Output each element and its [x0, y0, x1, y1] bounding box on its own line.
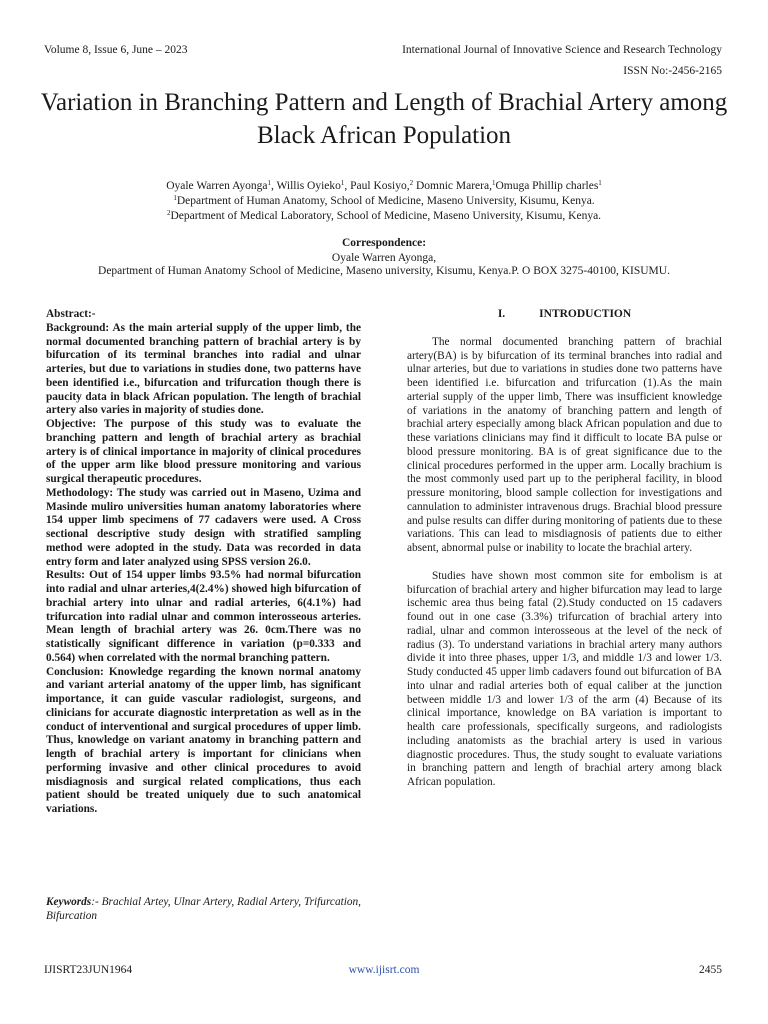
affiliation-1	[30, 195, 738, 207]
abstract-background: Background: As the main arterial supply of the upper limb, the normal documented branching pattern of brachial artery is by bifurcation of its terminal branches into radial and ulnar arteries, but due to variations in studies done, two patterns have been identified i.e., bifurcation and trifurcation though there is paucity data in black African population. The length of brachial artery also varies in majority of studies done.	[46, 321, 361, 417]
affiliation-mark: 2	[166, 209, 171, 217]
correspondence-name: Oyale Warren Ayonga,	[331, 252, 437, 264]
abstract-conclusion: Conclusion: Knowledge regarding the known normal anatomy and variant arterial anatomy of the upper limb, has significant importance, it can guide vascular radiologist, surgeons, and clinicians for accurate diagnostic interpretation as well as in the conduct of interventional and surgical procedures of upper limb. Thus, knowledge on variant anatomy in branching pattern and length of brachial artery is important for clinicians when performing invasive and other clinical procedures to avoid misdiagnosis and surgical related complications, thus each patient should be treated uniquely due to such anatomical variations.	[46, 665, 361, 815]
author: Willis Oyieko	[276, 180, 341, 192]
abstract-objective: Objective: The purpose of this study was to evaluate the branching pattern and length of brachial artery as brachial artery is of clinical importance in majority of clinical procedures of the upper arm like blood pressure monitoring and various surgical therapeutic procedures.	[46, 418, 361, 485]
author: Domnic Marera,	[415, 180, 492, 192]
author-affiliation-mark: 1	[267, 179, 271, 187]
correspondence-heading: Correspondence:	[341, 237, 427, 249]
author-separator: ,	[344, 180, 351, 192]
page-number: 2455	[699, 964, 722, 976]
journal-url-link[interactable]: www.ijisrt.com	[348, 964, 420, 976]
section-number: I.	[497, 308, 506, 320]
abstract-heading: Abstract:-	[46, 308, 96, 320]
affiliation-mark: 1	[173, 194, 177, 202]
journal-volume: Volume 8, Issue 6, June – 2023	[44, 44, 188, 56]
author-affiliation-mark: 1	[598, 179, 602, 187]
affiliation-2	[30, 210, 738, 222]
author-affiliation-mark: 1	[340, 179, 345, 187]
keywords	[46, 896, 361, 923]
intro-paragraph-2: Studies have shown most common site for embolism is at bifurcation of brachial artery and higher bifurcation may lead to large ischemic area thus being fatal (2).Study conducted on 15 cadavers found out in one case (3.3%) trifurcation of brachial artery into radial, ulnar and common interosseous at the level of the neck of radius (3). To understand variations in brachial artery many authors divide it into three phases, upper 1/3, and middle 1/3 and lower 1/3. Study conducted 45 upper limb cadavers found out bifurcation of BA into ulnar and radial arteries both of equal caliber at the junction between middle 1/3 and lower 1/3 of the arm (4) Because of its clinical importance, knowledge on BA variation is important to health care professionals, specifically surgeons, and radiologists including anatomists as the brachial artery is used in various diagnostic procedures. Thus, the study sought to evaluate variations in branching pattern and length of brachial artery among black African population.	[407, 569, 722, 788]
author-list	[30, 180, 738, 192]
section-heading	[407, 308, 722, 322]
author-affiliation-mark: 1	[491, 179, 496, 187]
affiliation-text: Department of Medical Laboratory, School of Medicine, Maseno University, Kisumu, Kenya.	[170, 210, 602, 222]
introduction-section	[407, 308, 722, 790]
author-separator: ,	[270, 180, 277, 192]
author-affiliation-mark: 2	[409, 179, 414, 187]
paper-id: IJISRT23JUN1964	[44, 964, 133, 976]
author: Omuga Phillip charles	[495, 180, 599, 192]
issn: ISSN No:-2456-2165	[623, 65, 722, 77]
keywords-label: Keywords	[46, 896, 92, 908]
paper-title: Variation in Branching Pattern and Length of Brachial Artery among Black African Population	[40, 89, 728, 149]
author: Paul Kosiyo,	[350, 180, 410, 192]
section-title: INTRODUCTION	[539, 308, 632, 320]
abstract-results: Results: Out of 154 upper limbs 93.5% had normal bifurcation into radial and ulnar arteries,4(2.4%) showed high bifurcation of brachial artery into ulnar and radial arteries, 6(4.1%) had trifurcation into radial ulnar and common interosseous arteries. Mean length of brachial artery was 26. 0cm.There was no statistically significant difference in variation (p=0.333 and 0.564) when correlated with the normal branching pattern.	[46, 569, 361, 664]
affiliation-text: Department of Human Anatomy, School of Medicine, Maseno University, Kisumu, Kenya.	[176, 195, 595, 207]
correspondence-address: Department of Human Anatomy School of Medicine, Maseno university, Kisumu, Kenya.P. O BOX 3275-40100, KISUMU.	[98, 265, 670, 277]
keywords-text: :- Brachial Artey, Ulnar Artery, Radial Artery, Trifurcation, Bifurcation	[46, 896, 361, 922]
abstract-methodology: Methodology: The study was carried out in Maseno, Uzima and Masinde muliro universities human anatomy laboratories where 154 upper limb specimens of 77 cadavers were used. A Cross sectional descriptive study design with stratified sampling method were adopted in the study. Data was recorded in data entry form and later analyzed using SPSS version 26.0.	[46, 486, 361, 568]
journal-name: International Journal of Innovative Science and Research Technology	[402, 44, 722, 56]
intro-paragraph-1: The normal documented branching pattern of brachial artery(BA) is by bifurcation of its terminal branches into radial and ulnar arteries, but due to variations in studies done two patterns have been identified i.e. bifurcation and trifurcation (1).As the main arterial supply of the upper limb, There was insufficient knowledge of variations in the anatomy of branching pattern and length of brachial artery especially among black African population and due to these variations clinicians may find it difficult to locate BA pulse or blood pressure monitoring. BA is of great significance due to the clinical procedures performed in the upper arm. Locally brachium is the most commonly used part up to the peripheral facility, in blood pressure monitoring, blood sample collection for investigations and cannulation to administer intravenous drugs. Brachial blood pressure and pulse results can differ during monitoring of patients due to these variations. This can lead to misdiagnosis of patients due to either absent, abnormal pulse or inability to locate the brachial artery.	[407, 335, 722, 554]
author: Oyale Warren Ayonga	[166, 180, 268, 192]
abstract	[46, 308, 361, 817]
